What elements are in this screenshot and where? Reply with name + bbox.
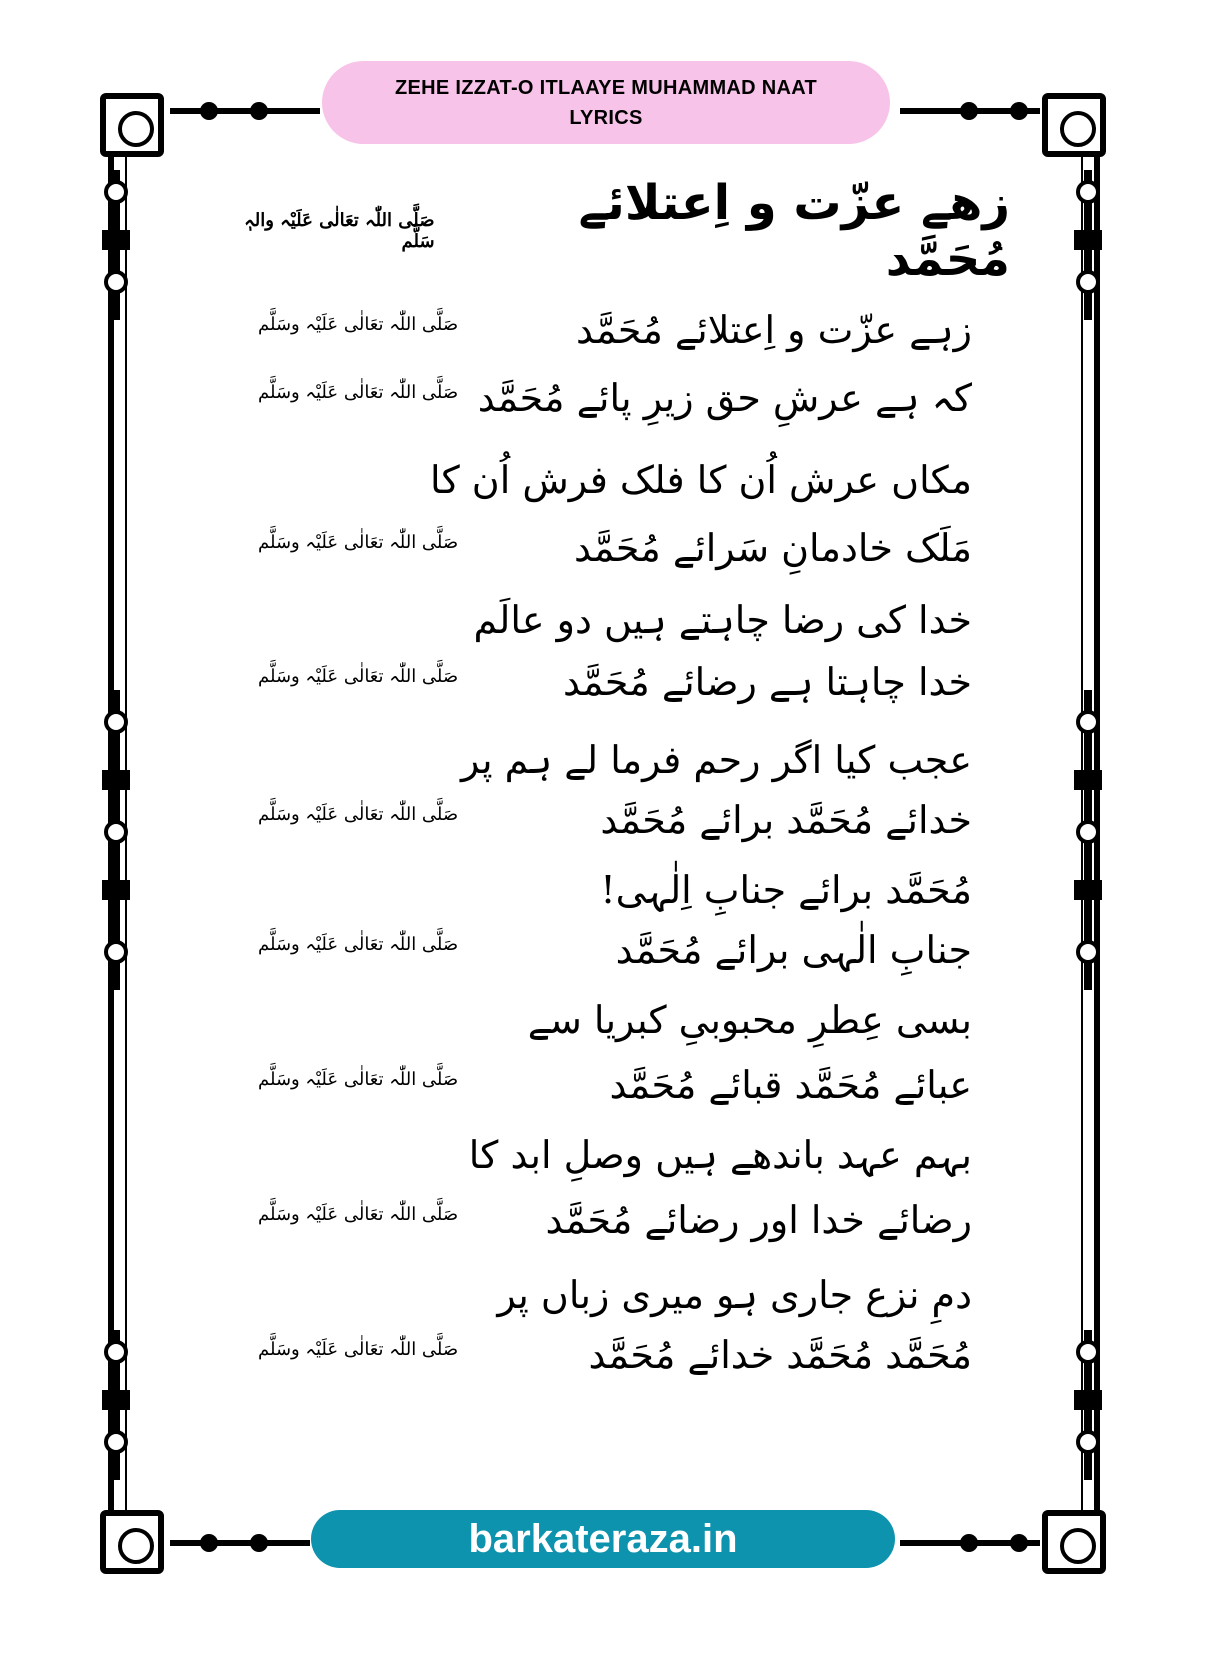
border-knot	[960, 1534, 978, 1552]
side-ornament-right-top	[1070, 170, 1106, 320]
lyric-verse: مُحَمَّد برائے جنابِ اِلٰہی!	[600, 868, 972, 912]
lyric-salawat: صَلَّی اللّٰہ تعَالٰی عَلَیْہ وسَلَّم	[258, 1069, 459, 1090]
lyric-verse: خدائے مُحَمَّد برائے مُحَمَّد	[600, 798, 972, 842]
corner-ornament-top-left	[100, 93, 164, 157]
lyric-salawat: صَلَّی اللّٰہ تعَالٰی عَلَیْہ وسَلَّم	[258, 934, 459, 955]
border-top-left-line	[170, 108, 320, 114]
lyric-line	[240, 368, 980, 440]
lyric-verse: زہے عزّت و اِعتلائے مُحَمَّد	[576, 308, 972, 352]
lyric-verse: مکاں عرش اُن کا فلک فرش اُن کا	[430, 458, 972, 502]
lyric-line	[240, 990, 980, 1062]
lyric-salawat: صَلَّی اللّٰہ تعَالٰی عَلَیْہ وسَلَّم	[258, 1204, 459, 1225]
border-knot	[200, 102, 218, 120]
lyric-line	[240, 1055, 980, 1127]
border-knot	[200, 1534, 218, 1552]
lyric-line	[240, 1125, 980, 1197]
title-line-2: LYRICS	[569, 106, 643, 129]
side-ornament-left-top	[98, 170, 134, 320]
lyric-verse: مُحَمَّد مُحَمَّد خدائے مُحَمَّد	[588, 1333, 972, 1377]
corner-ornament-bottom-right	[1042, 1510, 1106, 1574]
lyric-salawat: صَلَّی اللّٰہ تعَالٰی عَلَیْہ وسَلَّم	[258, 382, 459, 403]
lyric-line	[240, 790, 980, 862]
border-knot	[250, 1534, 268, 1552]
naat-heading	[210, 175, 1010, 287]
naat-heading-salawat: صَلَّی اللّٰہ تعَالٰی عَلَیْہ والہٖ سَلَّم	[244, 210, 435, 252]
lyric-salawat: صَلَّی اللّٰہ تعَالٰی عَلَیْہ وسَلَّم	[258, 314, 459, 335]
lyric-line	[240, 652, 980, 724]
lyric-verse: عجب کیا اگر رحم فرما لے ہم پر	[461, 738, 972, 782]
border-knot	[1010, 102, 1028, 120]
lyric-verse: خدا کی رضا چاہتے ہیں دو عالَم	[473, 598, 972, 642]
lyric-verse: کہ ہے عرشِ حق زیرِ پائے مُحَمَّد	[477, 376, 972, 420]
side-ornament-right-bottom	[1070, 1330, 1106, 1480]
website-url: barkateraza.in	[468, 1516, 738, 1561]
border-knot	[250, 102, 268, 120]
corner-ornament-top-right	[1042, 93, 1106, 157]
lyric-line	[240, 450, 980, 522]
side-ornament-left-middle	[98, 690, 134, 990]
website-banner	[311, 1510, 895, 1568]
corner-ornament-bottom-left	[100, 1510, 164, 1574]
lyric-salawat: صَلَّی اللّٰہ تعَالٰی عَلَیْہ وسَلَّم	[258, 1339, 459, 1360]
lyric-line	[240, 300, 980, 372]
title-line-1: ZEHE IZZAT-O ITLAAYE MUHAMMAD NAAT	[394, 76, 818, 99]
title-banner	[322, 61, 890, 144]
naat-heading-text: زھے عزّت و اِعتلائے مُحَمَّد	[578, 175, 1010, 287]
lyric-line	[240, 1190, 980, 1262]
border-knot	[1010, 1534, 1028, 1552]
lyric-salawat: صَلَّی اللّٰہ تعَالٰی عَلَیْہ وسَلَّم	[258, 804, 459, 825]
lyric-line	[240, 518, 980, 590]
border-bottom-left-line	[170, 1540, 310, 1546]
lyric-verse: بسی عِطرِ محبوبیِ کبریا سے	[527, 998, 972, 1042]
side-ornament-left-bottom	[98, 1330, 134, 1480]
lyric-verse: رضائے خدا اور رضائے مُحَمَّد	[545, 1198, 972, 1242]
lyric-salawat: صَلَّی اللّٰہ تعَالٰی عَلَیْہ وسَلَّم	[258, 532, 459, 553]
side-ornament-right-middle	[1070, 690, 1106, 990]
lyric-verse: جنابِ الٰہی برائے مُحَمَّد	[615, 928, 972, 972]
lyric-salawat: صَلَّی اللّٰہ تعَالٰی عَلَیْہ وسَلَّم	[258, 666, 459, 687]
lyric-verse: مَلَک خادمانِ سَرائے مُحَمَّد	[573, 526, 972, 570]
lyric-line	[240, 920, 980, 992]
lyric-verse: بہم عہد باندھے ہیں وصلِ ابد کا	[468, 1133, 972, 1177]
lyric-verse: عبائے مُحَمَّد قبائے مُحَمَّد	[609, 1063, 972, 1107]
lyric-verse: دمِ نزع جاری ہو میری زباں پر	[497, 1273, 972, 1317]
border-knot	[960, 102, 978, 120]
lyric-verse: خدا چاہتا ہے رضائے مُحَمَّد	[562, 660, 972, 704]
lyric-line	[240, 1325, 980, 1397]
